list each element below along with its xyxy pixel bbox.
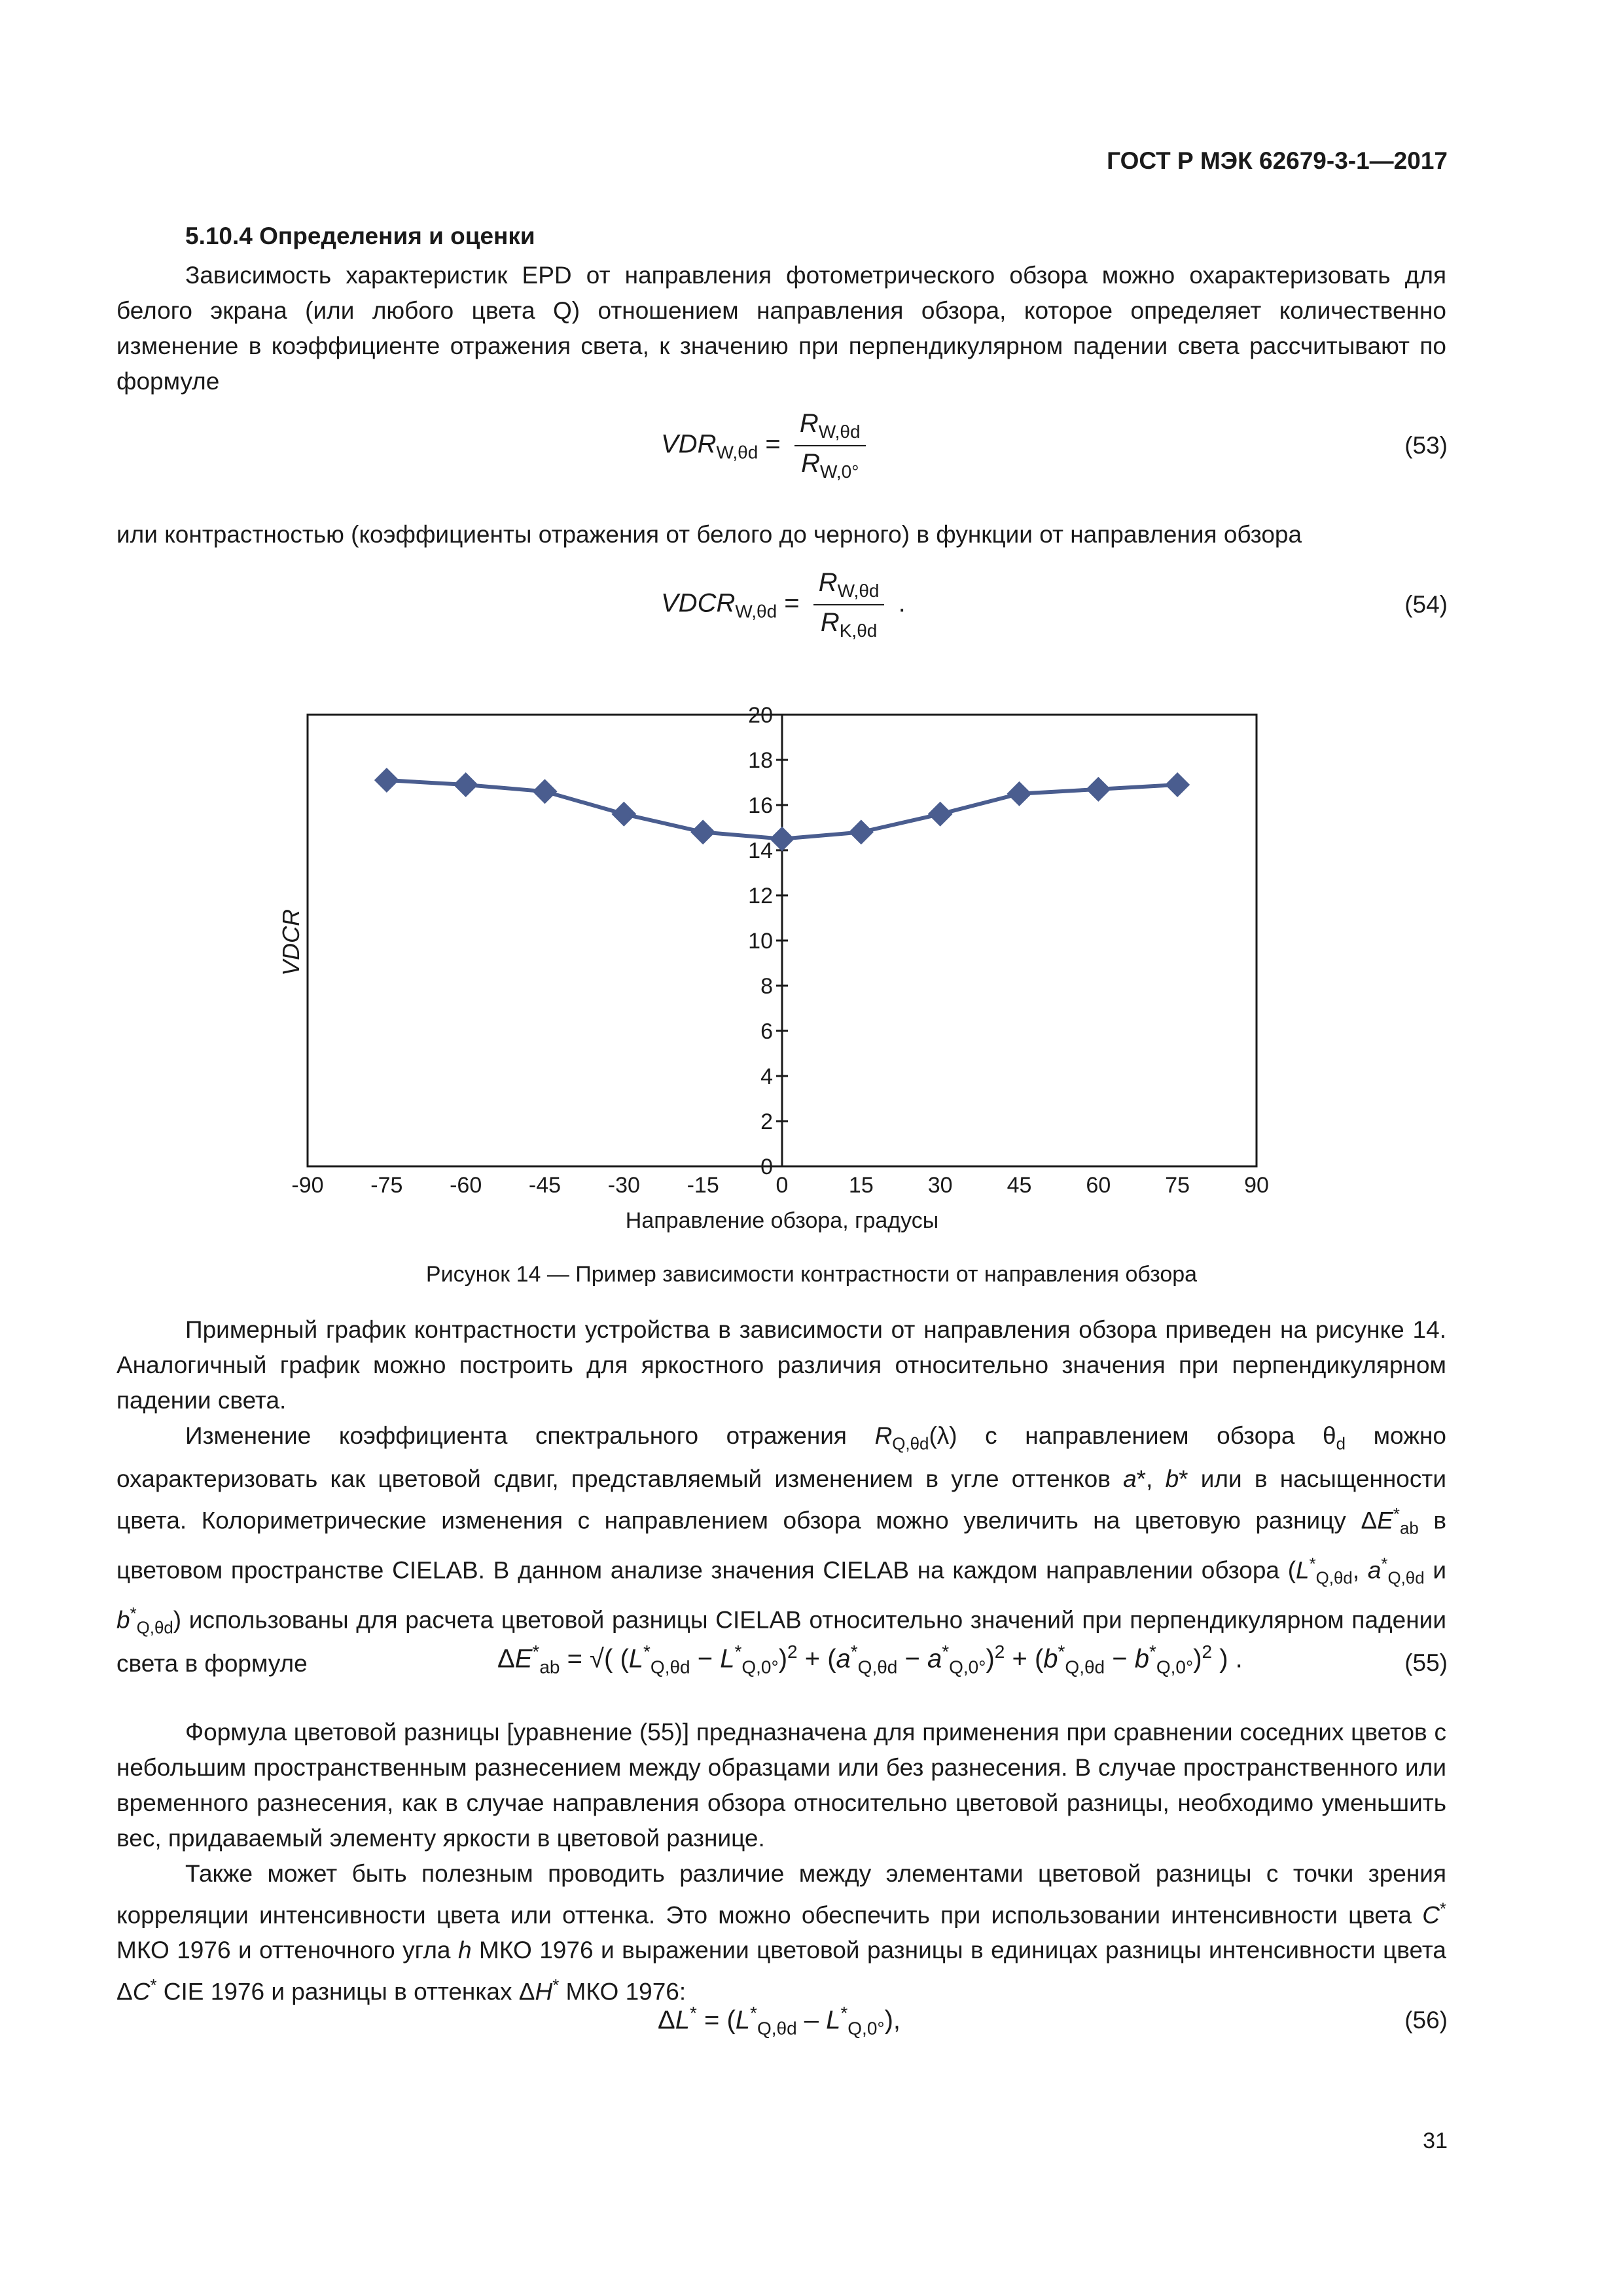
y-tick-label: 10	[748, 929, 773, 954]
x-tick-label: -90	[291, 1173, 324, 1198]
data-point-marker	[454, 772, 478, 797]
equation-56-number: (56)	[1404, 2007, 1448, 2034]
data-point-marker	[611, 802, 636, 827]
figure-caption: Рисунок 14 — Пример зависимости контрастности от направления обзора	[425, 1262, 1198, 1287]
paragraph-figure-description: Примерный график контрастности устройства в зависимости от направления обзора приведен на рисунке 14. Аналогичный график можно построить для яркостного различия относительно значения при перпендикулярном падении света.	[116, 1316, 1446, 1414]
equation-53-number: (53)	[1404, 432, 1448, 459]
y-tick-label: 12	[748, 884, 773, 908]
x-tick-label: 75	[1165, 1173, 1190, 1198]
paragraph-colour-shift: Изменение коэффициента спектрального отражения $R_{Q,\theta d}(\lambda)$ с направлением обзора $\theta_d$ можно охарактеризовать как цветовой сдвиг, представляемый изменением в угле оттенков a*, b* или в насыщенности цвета. Колориметрические изменения с направлением обзора можно увеличить на цветовую разницу $\Delta E^*_{ab}$ в цветовом пространстве CIELAB. В данном анализе значения CIELAB на каждом направлении обзора ($L^*_{Q,\theta d}$, $a^*_{Q,\theta d}$ и $b^*_{Q,\theta d}$) использованы для расчета цветовой разницы CIELAB относительно значений при перпендикулярном падении света в формуле	[116, 1422, 1447, 1677]
data-point-marker	[1007, 781, 1032, 806]
x-tick-label: 90	[1244, 1173, 1269, 1198]
x-tick-label: 15	[848, 1173, 874, 1198]
data-point-marker	[1165, 772, 1190, 797]
section-title: 5.10.4 Определения и оценки	[185, 223, 535, 249]
x-tick-label: 30	[927, 1173, 953, 1198]
x-tick-label: -60	[450, 1173, 482, 1198]
y-tick-label: 6	[760, 1019, 773, 1044]
x-tick-label: -30	[607, 1173, 640, 1198]
data-point-marker	[928, 802, 953, 827]
x-tick-label: -75	[370, 1173, 403, 1198]
y-tick-label: 18	[748, 748, 773, 773]
paragraph-chroma-hue: Также может быть полезным проводить различие между элементами цветовой разницы с точки зрения корреляции интенсивности цвета или оттенка. Это можно обеспечить при использовании интенсивности цвета C* МКО 1976 и оттеночного угла h МКО 1976 и выражении цветовой разницы в единицах разницы интенсивности цвета ΔC* CIE 1976 и разницы в оттенках ΔH* МКО 1976:	[116, 1860, 1446, 2005]
equation-54: $VDCR_{W,\theta d}$ = $\frac{R_{W,\theta d}}{R_{K,\theta d}}$ .	[661, 568, 906, 641]
paragraph-formula-purpose: Формула цветовой разницы [уравнение (55)] предназначена для применения при сравнении соседних цветов с небольшим пространственным разнесением между образцами или без разнесения. В случае пространственного или временного разнесения, как в случае направления обзора относительно цветовой разницы, необходимо уменьшить вес, придаваемый элементу яркости в цветовой разнице.	[116, 1719, 1446, 1852]
y-tick-label: 20	[748, 703, 773, 728]
data-point-marker	[770, 827, 794, 852]
page-header: ГОСТ Р МЭК 62679-3-1—2017	[1107, 147, 1448, 174]
equation-56: $\Delta L^* = (L^*_{Q,\theta d} - L^*_{Q,0^\circ})$,	[658, 2003, 901, 2039]
equation-55: $\Delta E^*_{ab}$ = √( $(L^*_{Q,\theta d} - L^*_{Q,0^\circ})^2 + (a^*_{Q,\theta d} - a^*_{Q,0^\circ})^2 + (b^*_{Q,\theta d} - b^*_{Q,0^\circ})^2$ ) .	[497, 1641, 1243, 1677]
data-point-marker	[374, 768, 399, 793]
x-tick-label: 60	[1086, 1173, 1111, 1198]
x-tick-label: 45	[1007, 1173, 1032, 1198]
intro-paragraph: Зависимость характеристик EPD от направления фотометрического обзора можно охарактеризовать для белого экрана (или любого цвета Q) отношением направления обзора, которое определяет количественно изменение в коэффициенте отражения света, к значению при перпендикулярном падении света рассчитывают по формуле	[116, 262, 1446, 395]
x-tick-label: 0	[776, 1173, 789, 1198]
data-point-marker	[1086, 777, 1111, 802]
data-point-marker	[533, 779, 558, 804]
equation-54-number: (54)	[1404, 591, 1448, 618]
y-axis-label: VDCR	[277, 908, 304, 977]
y-tick-label: 0	[760, 1155, 773, 1179]
equation-55-number: (55)	[1404, 1649, 1448, 1676]
y-tick-label: 16	[748, 793, 773, 818]
data-point-marker	[690, 819, 715, 844]
text-between-equations: или контрастностью (коэффициенты отражения от белого до черного) в функции от направления обзора	[116, 521, 1302, 548]
y-tick-label: 14	[748, 838, 773, 863]
data-point-marker	[849, 819, 874, 844]
x-tick-label: -45	[528, 1173, 562, 1198]
page-number: 31	[1423, 2128, 1448, 2153]
vdcr-chart	[0, 681, 1623, 1244]
x-axis-label: Направление обзора, градусы	[625, 1208, 939, 1233]
y-tick-label: 8	[760, 974, 773, 999]
equation-53: $VDR_{W,\theta d}$ = $\frac{R_{W,\theta d}}{R_{W,0^\circ}}$	[661, 409, 872, 482]
y-tick-label: 4	[760, 1064, 773, 1089]
x-tick-label: -15	[687, 1173, 719, 1198]
y-tick-label: 2	[760, 1109, 773, 1134]
